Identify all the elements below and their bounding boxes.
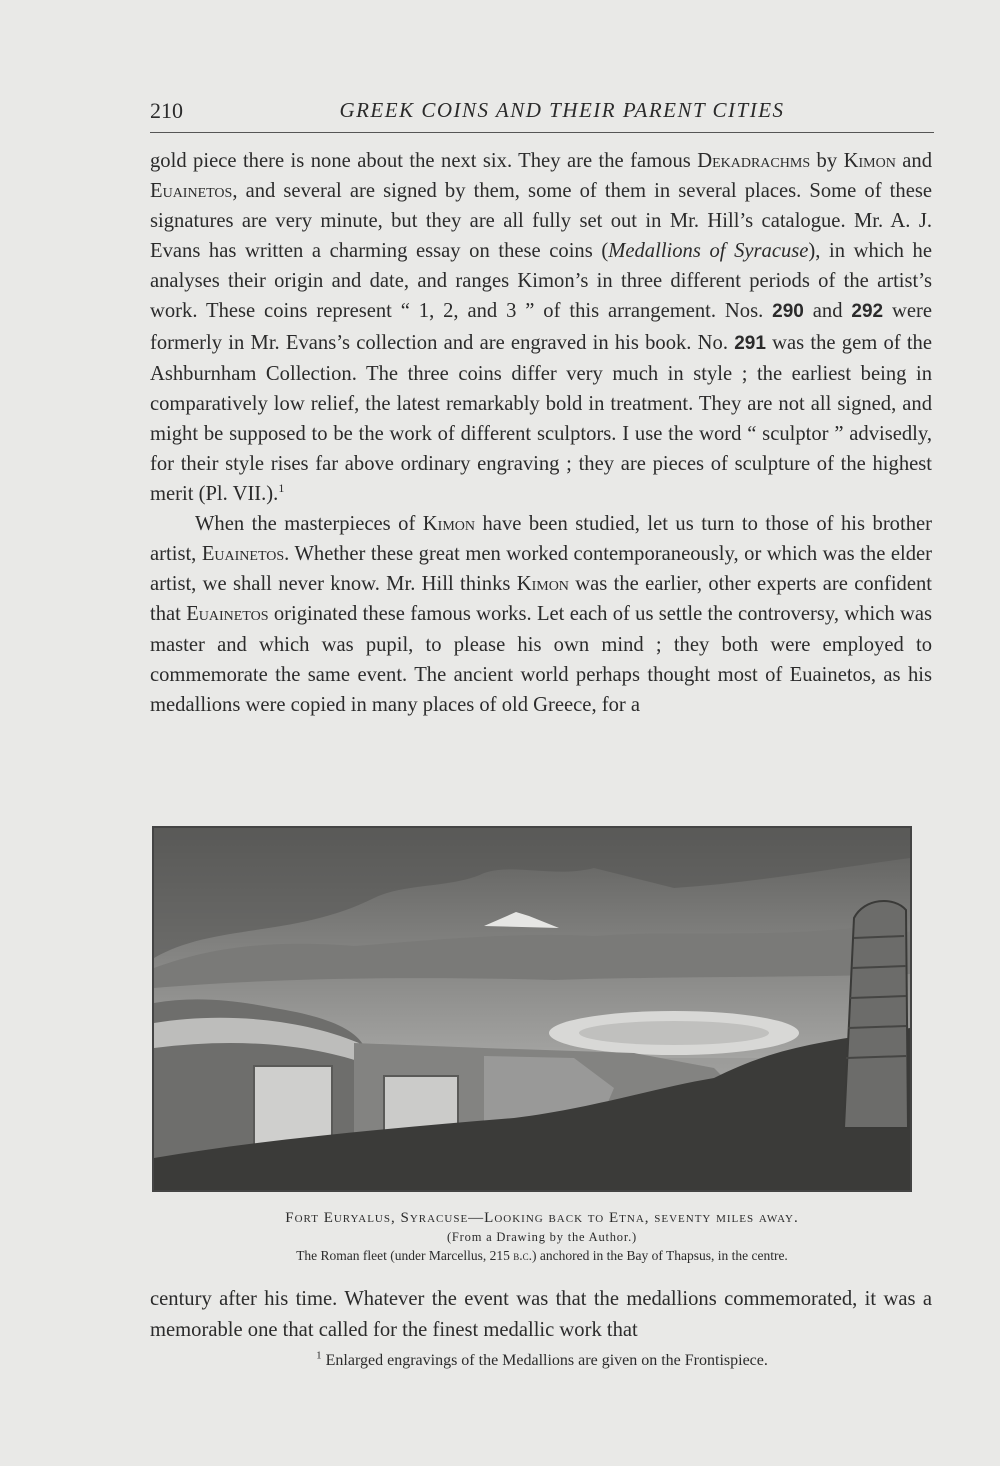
name-euainetos: Euainetos [201,543,285,566]
coin-number-292: 292 [851,301,884,323]
text-run: have been studied, let us turn to those of his brother artist, [150,513,932,566]
book-title: Medallions of Syracuse [608,240,809,263]
figure-caption [150,1208,934,1266]
text-run: The Roman fleet (under Marcellus, 215 [296,1248,514,1263]
term-dekadrachms: Dekadrachms [697,150,811,172]
name-euainetos: Euainetos [150,180,233,203]
name-kimon: Kimon [843,150,896,172]
era-abbrev: b.c. [513,1248,533,1263]
footnote-reference: 1 [278,481,285,496]
coin-number-291: 291 [734,332,766,354]
landscape-illustration [152,826,912,1192]
illustration-drawing [154,828,910,1190]
caption-title: Fort Euryalus, Syracuse—Looking back to Etna, seventy miles away. [285,1210,799,1226]
paragraph-2 [150,509,932,720]
text-run: , and several are signed by them, some of them in several places. Some of these signatures are very minute, but they are all fully set out in Mr. Hill’s catalogue. Mr. A. J. Evans has written a charming essay on these coins ( [150,180,932,263]
footnote [150,1350,934,1372]
name-kimon: Kimon [422,513,476,536]
name-kimon: Kimon [516,573,569,596]
text-run: was the gem of the Ashburnham Collection. The three coins differ very much in style ; the earliest being in comparatively low relief, the latest remarkably bold in treatment. They are not all signed, and might be supposed to be the work of different sculptors. I use the word “ sculptor ” advisedly, for their style rises far above ordinary engraving ; they are pieces of sculpture of the highest merit (Pl. VII.). [150,331,932,506]
page-number: 210 [150,98,183,123]
footnote-text: Enlarged engravings of the Medallions are given on the Frontispiece. [321,1352,768,1369]
bay-water [579,1021,769,1045]
text-run: and [803,300,852,323]
text-run: ) anchored in the Bay of Thapsus, in the centre. [532,1248,788,1263]
text-run: were formerly in Mr. Evans’s collection and are engraved in his book. No. [150,300,932,354]
name-euainetos: Euainetos [186,603,269,626]
ruined-tower [844,901,908,1128]
caption-note [150,1246,934,1266]
text-run: When the masterpieces of [195,513,423,536]
text-run: ), in which he analyses their origin and date, and ranges Kimon’s in three different periods of the artist’s work. These coins represent “ 1, 2, and 3 ” of this arrangement. Nos. [150,240,932,323]
paragraph-3: century after his time. Whatever the event was that the medallions commemorated, it was a memorable one that called for the finest medallic work that [150,1288,932,1341]
coin-number-290: 290 [772,301,804,323]
text-run: was the earlier, other experts are confident that [150,573,932,626]
text-run: originated these famous works. Let each of us settle the controversy, which was master and which was pupil, to please his own mind ; they both were employed to commemorate the same event. The ancient world perhaps thought most of Euainetos, as his medallions were copied in many places of old Greece, for a [150,603,932,716]
footnote-marker: 1 [316,1349,322,1362]
text-run: . Whether these great men worked contemporaneously, or which was the elder artist, we shall never know. Mr. Hill thinks [150,543,932,596]
main-text [150,146,932,720]
page-header [150,96,934,133]
running-title: GREEK COINS AND THEIR PARENT CITIES [339,98,785,122]
text-run: by [810,150,844,172]
text-run: gold piece there is none about the next six. They are the famous [150,150,698,172]
text-run: and [895,150,933,172]
caption-credit: (From a Drawing by the Author.) [446,1230,638,1244]
continued-text [150,1284,932,1345]
paragraph-1 [150,146,932,509]
